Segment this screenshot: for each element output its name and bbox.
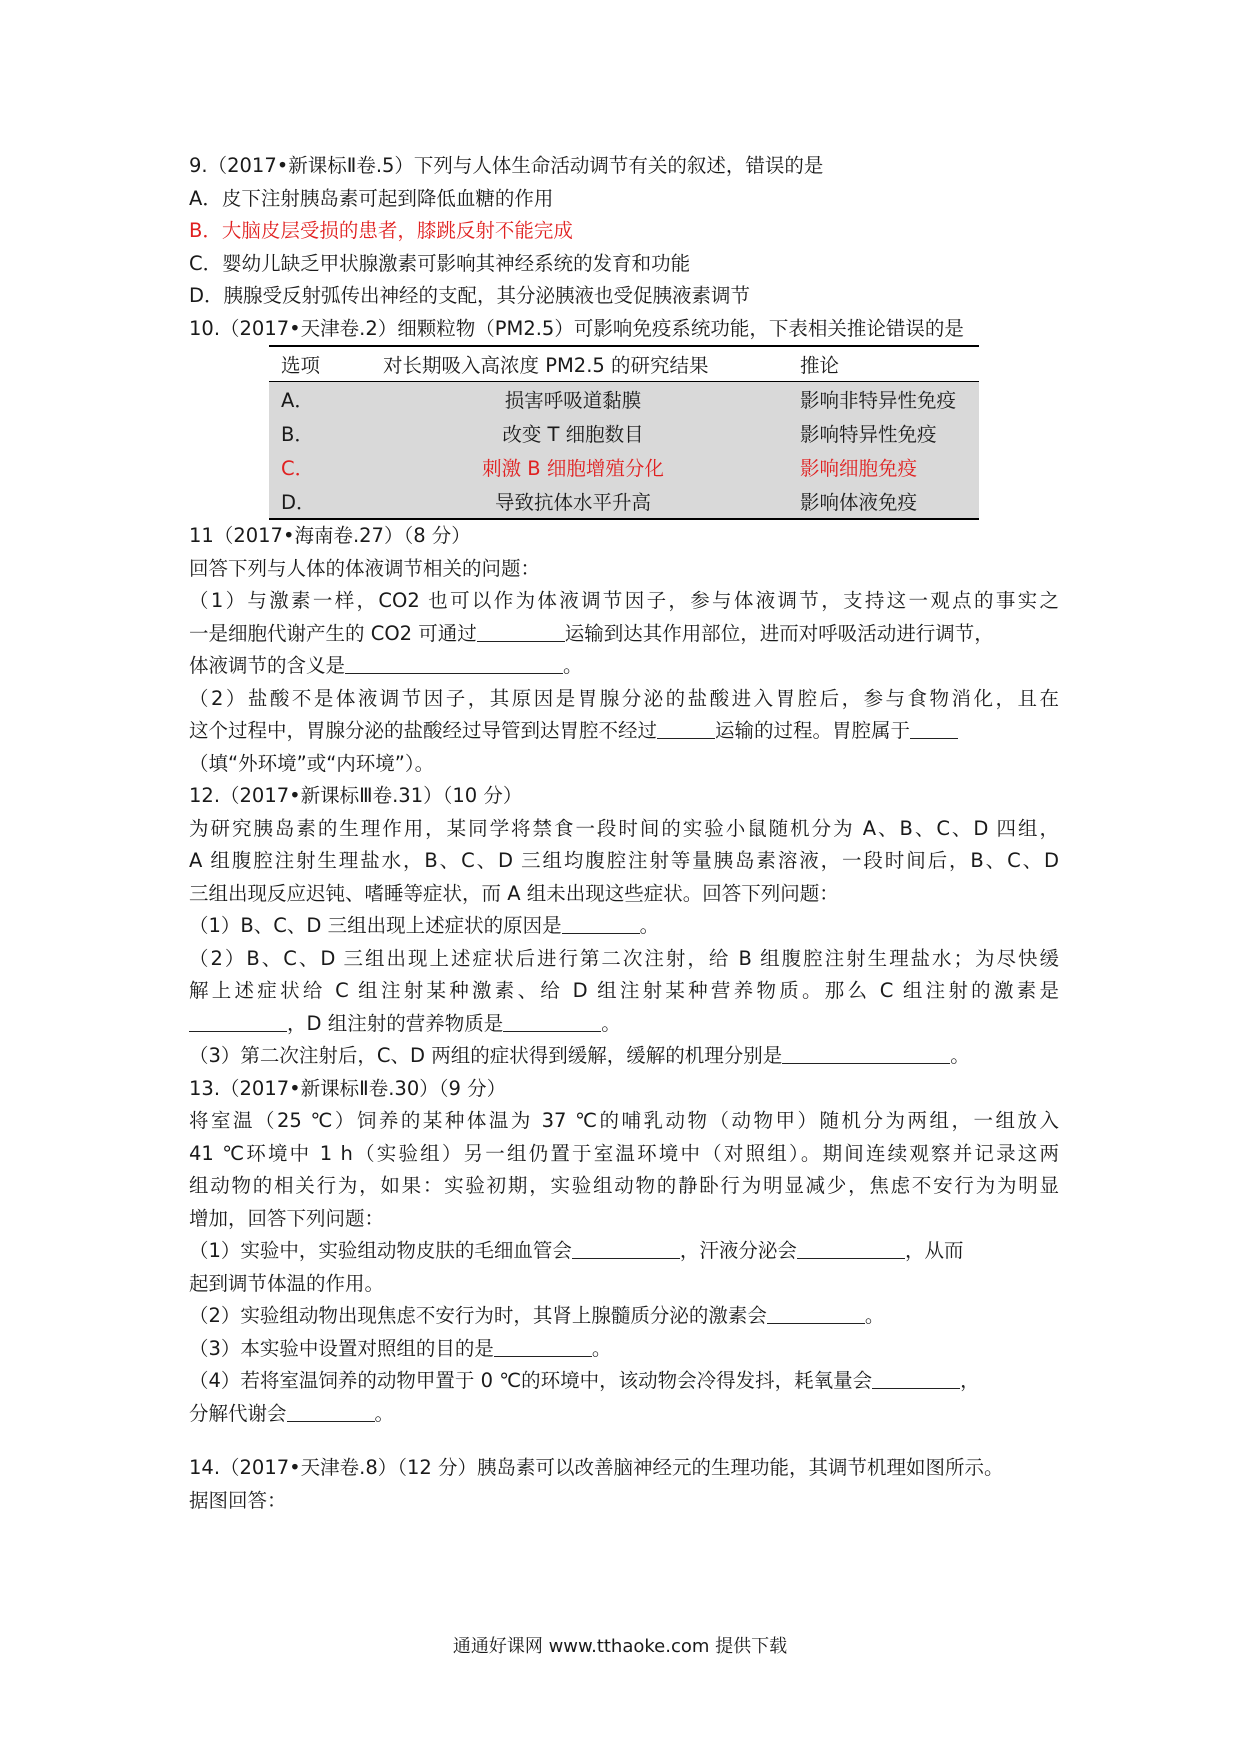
period: 。 bbox=[864, 1304, 885, 1327]
page-footer: 通通好课网 www.tthaoke.com 提供下载 bbox=[452, 1636, 788, 1657]
table-cell: 导致抗体水平升高 bbox=[382, 484, 764, 519]
table-cell: 损害呼吸道黏膜 bbox=[382, 382, 764, 417]
table-row bbox=[269, 416, 979, 450]
comma: ， bbox=[960, 1369, 980, 1392]
q13-line: 41 ℃环境中 1 h（实验组）另一组仍置于室温环境中（对照组）。期间连续观察并记录这两 bbox=[189, 1141, 1059, 1165]
period: 。 bbox=[563, 654, 583, 677]
q11-part2-line2-text: 运输的过程。胃腔属于 bbox=[715, 719, 911, 742]
table-cell: 影响非特异性免疫 bbox=[764, 382, 979, 417]
q10-table bbox=[269, 345, 979, 520]
q9-option-d: D．胰腺受反射弧传出神经的支配，其分泌胰液也受促胰液素调节 bbox=[189, 284, 751, 307]
q11-part1-line2-text: 运输到达其作用部位，进而对呼吸活动进行调节， bbox=[564, 621, 994, 645]
answer-blank[interactable] bbox=[910, 718, 958, 739]
q14-line: 据图回答： bbox=[189, 1488, 287, 1512]
table-cell: D． bbox=[269, 484, 382, 519]
answer-blank[interactable] bbox=[503, 1011, 601, 1032]
q13-sub2-text: （2）实验组动物出现焦虑不安行为时，其肾上腺髓质分泌的激素会 bbox=[189, 1304, 767, 1327]
q9-stem: 9.（2017•新课标Ⅱ卷.5）下列与人体生命活动调节有关的叙述，错误的是 bbox=[189, 154, 824, 177]
answer-blank[interactable] bbox=[477, 621, 565, 642]
q13-sub1-text: ，汗液分泌会 bbox=[679, 1239, 797, 1262]
table-header: 选项 bbox=[269, 346, 382, 382]
table-cell: 刺激 B 细胞增殖分化 bbox=[382, 450, 764, 484]
q13-sub4 bbox=[189, 1365, 1059, 1398]
answer-blank[interactable] bbox=[345, 653, 563, 674]
table-header-row bbox=[269, 346, 979, 382]
answer-blank[interactable] bbox=[287, 1401, 375, 1422]
q13-sub1-line2: 起到调节体温的作用。 bbox=[189, 1271, 385, 1295]
q12-sub3-text: （3）第二次注射后，C、D 两组的症状得到缓解，缓解的机理分别是 bbox=[189, 1044, 783, 1067]
table-header: 推论 bbox=[764, 346, 979, 382]
q12-sub1 bbox=[189, 910, 1059, 943]
period: 。 bbox=[950, 1044, 970, 1067]
q11-part2-line2 bbox=[189, 715, 1059, 748]
q13-line: 增加，回答下列问题： bbox=[189, 1206, 385, 1230]
answer-blank[interactable] bbox=[572, 1238, 680, 1259]
q10-stem: 10.（2017•天津卷.2）细颗粒物（PM2.5）可影响免疫系统功能，下表相关推论错误的是 bbox=[189, 316, 964, 340]
table-cell: B． bbox=[269, 416, 382, 450]
answer-blank[interactable] bbox=[782, 1043, 950, 1064]
table-cell: 影响体液免疫 bbox=[764, 484, 979, 519]
q12-sub2-line3 bbox=[189, 1008, 1059, 1041]
q12-line: 为研究胰岛素的生理作用，某同学将禁食一段时间的实验小鼠随机分为 A、B、C、D 四组， bbox=[189, 816, 1059, 840]
table-cell: 影响特异性免疫 bbox=[764, 416, 979, 450]
answer-blank[interactable] bbox=[797, 1238, 905, 1259]
q11-part1-line3 bbox=[189, 650, 1059, 683]
q11-part1-line2-text: 一是细胞代谢产生的 CO2 可通过 bbox=[189, 621, 477, 645]
q13-sub4-line2 bbox=[189, 1398, 1059, 1431]
q13-line: 将室温（25 ℃）饲养的某种体温为 37 ℃的哺乳动物（动物甲）随机分为两组，一组放入 bbox=[189, 1109, 1059, 1132]
q13-stem: 13.（2017•新课标Ⅱ卷.30）（9 分） bbox=[189, 1076, 507, 1100]
table-cell: C． bbox=[269, 450, 382, 484]
q13-sub3 bbox=[189, 1333, 1059, 1366]
answer-blank[interactable] bbox=[767, 1303, 865, 1324]
q12-sub2-line1: （2）B、C、D 三组出现上述症状后进行第二次注射，给 B 组腹腔注射生理盐水；为尽快缓 bbox=[189, 946, 1059, 970]
period: 。 bbox=[601, 1011, 621, 1035]
answer-blank[interactable] bbox=[562, 913, 640, 934]
q11-part1-line1: （1）与激素一样，CO2 也可以作为体液调节因子，参与体液调节，支持这一观点的事实之 bbox=[189, 589, 1059, 612]
answer-blank[interactable] bbox=[494, 1336, 592, 1357]
q11-part2-line3: （填“外环境”或“内环境”）。 bbox=[189, 751, 435, 775]
table-header: 对长期吸入高浓度 PM2.5 的研究结果 bbox=[382, 346, 764, 382]
answer-blank[interactable] bbox=[189, 1011, 287, 1032]
q13-sub4-text: （4）若将室温饲养的动物甲置于 0 ℃的环境中，该动物会冷得发抖，耗氧量会 bbox=[189, 1369, 873, 1392]
table-row bbox=[269, 382, 979, 417]
period: 。 bbox=[639, 914, 660, 937]
answer-blank[interactable] bbox=[872, 1368, 960, 1389]
q14-line: 14.（2017•天津卷.8）（12 分）胰岛素可以改善脑神经元的生理功能，其调节机理如图所示。 bbox=[189, 1456, 1004, 1479]
period: 。 bbox=[374, 1401, 395, 1425]
q11-part1-line2 bbox=[189, 618, 1059, 651]
answer-blank[interactable] bbox=[657, 718, 715, 739]
q13-sub2 bbox=[189, 1300, 1059, 1333]
q13-sub1-text: ，从而 bbox=[904, 1239, 964, 1262]
q13-sub4-line2-text: 分解代谢会 bbox=[189, 1401, 287, 1425]
table-cell: A． bbox=[269, 382, 382, 417]
q11-part1-line3-text: 体液调节的含义是 bbox=[189, 654, 346, 677]
q12-line: A 组腹腔注射生理盐水，B、C、D 三组均腹腔注射等量胰岛素溶液，一段时间后，B、C、D bbox=[189, 849, 1059, 872]
q9-option-c: C．婴幼儿缺乏甲状腺激素可影响其神经系统的发育和功能 bbox=[189, 251, 691, 275]
q9-option-b: B．大脑皮层受损的患者，膝跳反射不能完成 bbox=[189, 219, 573, 242]
q12-sub2-line3-text: ，D 组注射的营养物质是 bbox=[287, 1011, 504, 1035]
q12-sub2-line2: 解上述症状给 C 组注射某种激素、给 D 组注射某种营养物质。那么 C 组注射的激素是 bbox=[189, 979, 1059, 1002]
q13-sub1-text: （1）实验中，实验组动物皮肤的毛细血管会 bbox=[189, 1239, 572, 1262]
q12-line: 三组出现反应迟钝、嗜睡等症状，而 A 组未出现这些症状。回答下列问题： bbox=[189, 881, 839, 905]
q12-stem: 12.（2017•新课标Ⅲ卷.31）（10 分） bbox=[189, 784, 523, 807]
q12-sub1-text: （1）B、C、D 三组出现上述症状的原因是 bbox=[189, 914, 562, 937]
exam-page bbox=[189, 150, 1059, 1517]
q11-part2-line1: （2）盐酸不是体液调节因子，其原因是胃腺分泌的盐酸进入胃腔后，参与食物消化，且在 bbox=[189, 686, 1059, 710]
q13-sub3-text: （3）本实验中设置对照组的目的是 bbox=[189, 1336, 494, 1360]
q12-sub3 bbox=[189, 1040, 1059, 1073]
q13-sub1 bbox=[189, 1235, 1059, 1268]
table-cell: 影响细胞免疫 bbox=[764, 450, 979, 484]
q11-intro: 回答下列与人体的体液调节相关的问题： bbox=[189, 556, 541, 580]
table-row bbox=[269, 484, 979, 519]
period: 。 bbox=[591, 1336, 612, 1360]
q9-option-a: A．皮下注射胰岛素可起到降低血糖的作用 bbox=[189, 186, 554, 210]
q11-stem: 11（2017•海南卷.27）（8 分） bbox=[189, 524, 471, 547]
q13-line: 组动物的相关行为，如果：实验初期，实验组动物的静卧行为明显减少，焦虑不安行为为明显 bbox=[189, 1174, 1059, 1197]
q11-part2-line2-text: 这个过程中，胃腺分泌的盐酸经过导管到达胃腔不经过 bbox=[189, 719, 658, 742]
table-cell: 改变 T 细胞数目 bbox=[382, 416, 764, 450]
table-row bbox=[269, 450, 979, 484]
